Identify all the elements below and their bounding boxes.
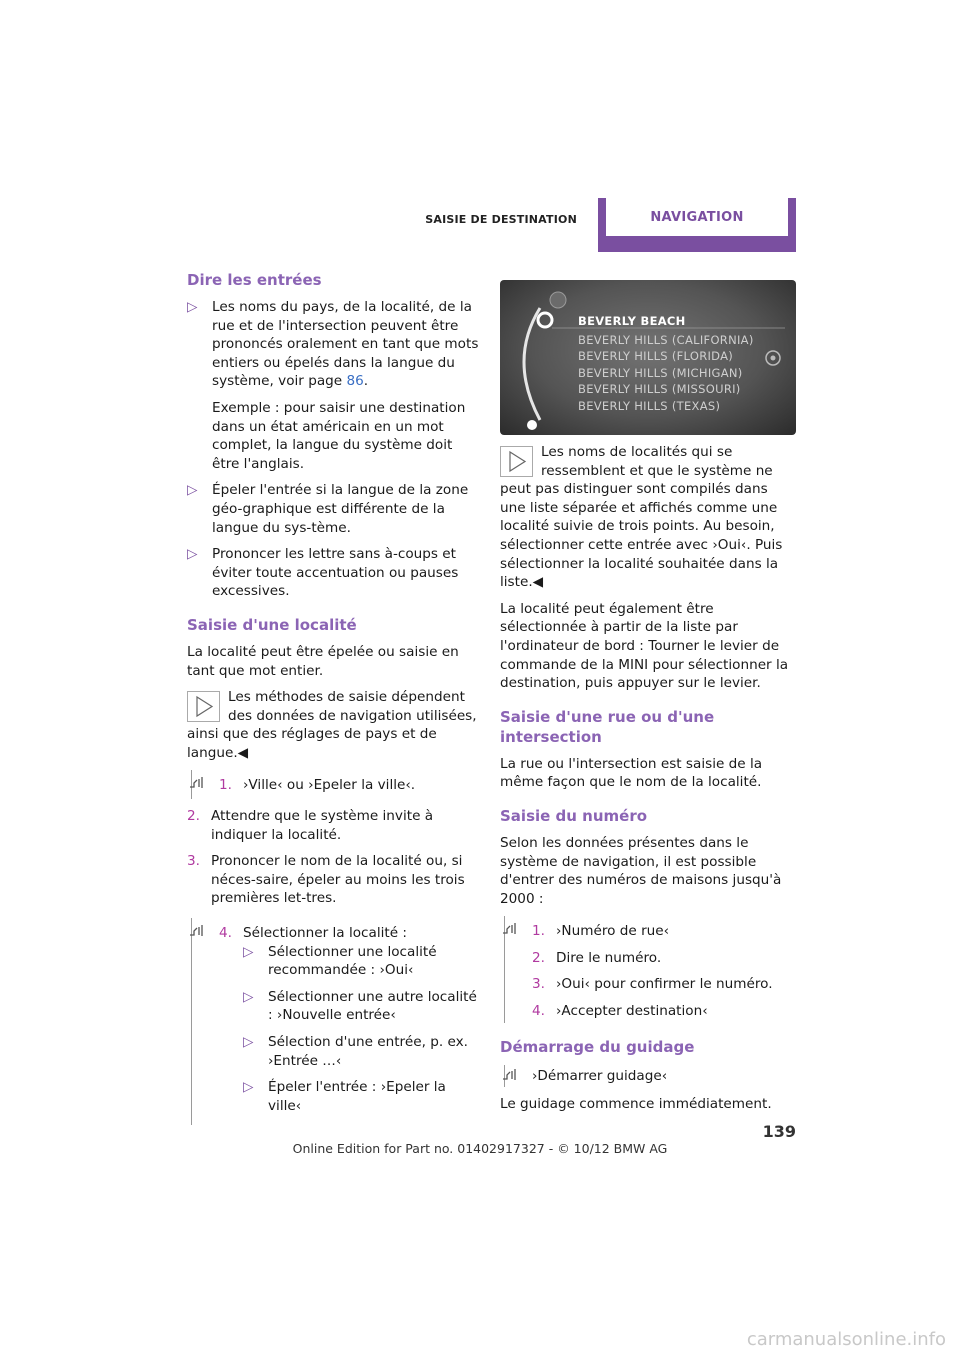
running-header-section: SAISIE DE DESTINATION — [425, 213, 577, 226]
bullet-text: Épeler l'entrée si la langue de la zone géo-graphique est différente de la langue du sys-tème. — [212, 482, 469, 536]
step-item — [532, 949, 796, 968]
option-item — [243, 1033, 482, 1070]
step-item — [187, 852, 482, 908]
option-text: Sélectionner une autre localité : ›Nouvelle entrée‹ — [268, 988, 477, 1024]
voice-command-block — [504, 1065, 796, 1088]
voice-command-block — [504, 916, 796, 1022]
note-text-continued: Au besoin, sélectionner cette entrée avec ›Oui‹. Puis sélectionner la localité souhaitée dans la liste. — [500, 518, 783, 591]
step-item — [532, 922, 796, 941]
note-text: Les méthodes de saisie dépendent des données de navigation utilisées, ainsi que des réglages de pays et de langue. — [187, 689, 477, 761]
heading-dire-entrees: Dire les entrées — [187, 271, 322, 289]
footer-edition: Online Edition for Part no. 01402917327 - © 10/12 BMW AG — [292, 1141, 668, 1156]
heading-demarrage-guidage: Démarrage du guidage — [500, 1037, 695, 1056]
voice-command-text: ›Démarrer guidage‹ — [532, 1067, 668, 1084]
step-text: ›Ville‹ ou ›Epeler la ville‹. — [243, 777, 416, 794]
chapter-tab — [598, 198, 796, 252]
list-entry: BEVERLY HILLS (MICHIGAN) — [578, 366, 743, 380]
step-item — [219, 924, 482, 1115]
heading-saisie-numero: Saisie du numéro — [500, 806, 648, 825]
step-number: 2. — [187, 808, 200, 825]
voice-command-icon — [501, 1068, 517, 1088]
bullet-marker: ▷ — [243, 988, 254, 1005]
bullet-item — [187, 481, 482, 537]
step-item — [532, 975, 796, 994]
step-number: 4. — [219, 925, 232, 942]
left-column — [187, 270, 482, 1125]
voice-command-icon — [501, 922, 517, 942]
step-text: Prononcer le nom de la localité ou, si néces-saire, épeler au moins les trois premières let-tres. — [211, 853, 465, 907]
bullet-subtext: Exemple : pour saisir une destination dans un état américain en un mot complet, la langue du système doit être l'anglais. — [212, 399, 466, 472]
paragraph: Le guidage commence immédiatement. — [500, 1096, 772, 1113]
step-text: ›Oui‹ pour confirmer le numéro. — [556, 976, 773, 993]
list-entry: BEVERLY HILLS (TEXAS) — [578, 399, 721, 413]
step-item — [219, 776, 482, 795]
bullet-marker: ▷ — [243, 943, 254, 960]
step-number: 3. — [532, 976, 545, 993]
right-column — [500, 280, 796, 1122]
note-triangle-icon — [500, 446, 533, 477]
note-block — [500, 443, 796, 592]
step-text: Sélectionner la localité : — [243, 925, 408, 942]
bullet-item — [187, 545, 482, 601]
bullet-marker: ▷ — [187, 299, 198, 315]
bullet-item: ▷ Les noms du pays, de la localité, de la rue et de l'intersection peuvent être prononcés oralement en tant que mots entiers ou épelés dans la langue du système, voir page 86. Exemple : pour saisir une destination dans un état américain en un mot complet, la langue du système doit être l'anglais. — [187, 298, 482, 473]
option-text: Sélection d'une entrée, p. ex. ›Entrée …‹ — [268, 1034, 468, 1069]
option-text: Sélectionner une localité recommandée : ›Oui‹ — [268, 943, 437, 979]
voice-command-icon — [188, 776, 204, 796]
step-item — [532, 1002, 796, 1021]
watermark: carmanualsonline.info — [746, 1329, 946, 1350]
option-text: Épeler l'entrée : ›Epeler la ville‹ — [268, 1079, 446, 1114]
list-entry: BEVERLY HILLS (CALIFORNIA) — [578, 333, 754, 347]
step-number: 4. — [532, 1003, 545, 1020]
step-text: Dire le numéro. — [556, 949, 662, 966]
step-text: ›Accepter destination‹ — [556, 1003, 708, 1020]
step-text: Attendre que le système invite à indiquer la localité. — [211, 808, 434, 843]
step-number: 3. — [187, 853, 200, 870]
voice-command-block — [191, 918, 482, 1125]
note-triangle-icon — [187, 691, 220, 722]
paragraph: Selon les données présentes dans le système de navigation, il est possible d'entrer des numéros de maisons jusqu'à 2000 : — [500, 834, 782, 907]
note-text: Les noms de localités qui se ressemblent et que le système ne peut pas distinguer sont compilés dans une liste séparée et affichés comme une localité suivie de trois points. — [500, 444, 778, 535]
step-number: 2. — [532, 949, 545, 966]
page-link[interactable]: 86 — [346, 373, 364, 390]
note-block — [187, 688, 482, 762]
step-item — [187, 807, 482, 844]
bullet-marker: ▷ — [243, 1034, 254, 1050]
list-entry: BEVERLY HILLS (FLORIDA) — [578, 349, 734, 363]
bullet-marker: ▷ — [187, 546, 198, 563]
chapter-tab-label: NAVIGATION — [606, 198, 788, 236]
paragraph: La rue ou l'intersection est saisie de la même façon que le nom de la localité. — [500, 755, 763, 791]
bullet-marker: ▷ — [243, 1079, 254, 1096]
voice-command-block — [191, 770, 482, 799]
page-number: 139 — [762, 1122, 796, 1141]
display-screenshot — [500, 280, 796, 435]
heading-saisie-localite: Saisie d'une localité — [187, 615, 357, 634]
option-item — [243, 1078, 482, 1115]
option-item — [243, 988, 482, 1025]
list-entry-selected: BEVERLY BEACH — [578, 314, 686, 328]
end-mark: ◀ — [532, 574, 544, 591]
bullet-text: Les noms du pays, de la localité, de la rue et de l'intersection peuvent être prononcés oralement en tant que mots entiers ou épelés dans la langue du système, voir page — [212, 299, 479, 390]
step-number: 1. — [532, 923, 545, 940]
voice-command-icon — [188, 924, 204, 944]
bullet-text: Prononcer les lettre sans à-coups et éviter toute accentuation ou pauses excessives. — [212, 546, 459, 600]
list-entry: BEVERLY HILLS (MISSOURI) — [578, 382, 741, 396]
paragraph: La localité peut être épelée ou saisie en tant que mot entier. — [187, 643, 459, 679]
heading-saisie-rue: Saisie d'une rue ou d'une intersection — [500, 707, 715, 746]
paragraph: La localité peut également être sélectionnée à partir de la liste par l'ordinateur de bord : Tourner le levier de commande de la MINI pour sélectionner la destination, puis appuyer sur le levier. — [500, 600, 789, 692]
option-item — [243, 943, 482, 980]
end-mark: ◀ — [237, 744, 249, 761]
bullet-marker: ▷ — [187, 482, 198, 499]
step-number: 1. — [219, 777, 232, 794]
step-text: ›Numéro de rue‹ — [556, 923, 670, 940]
